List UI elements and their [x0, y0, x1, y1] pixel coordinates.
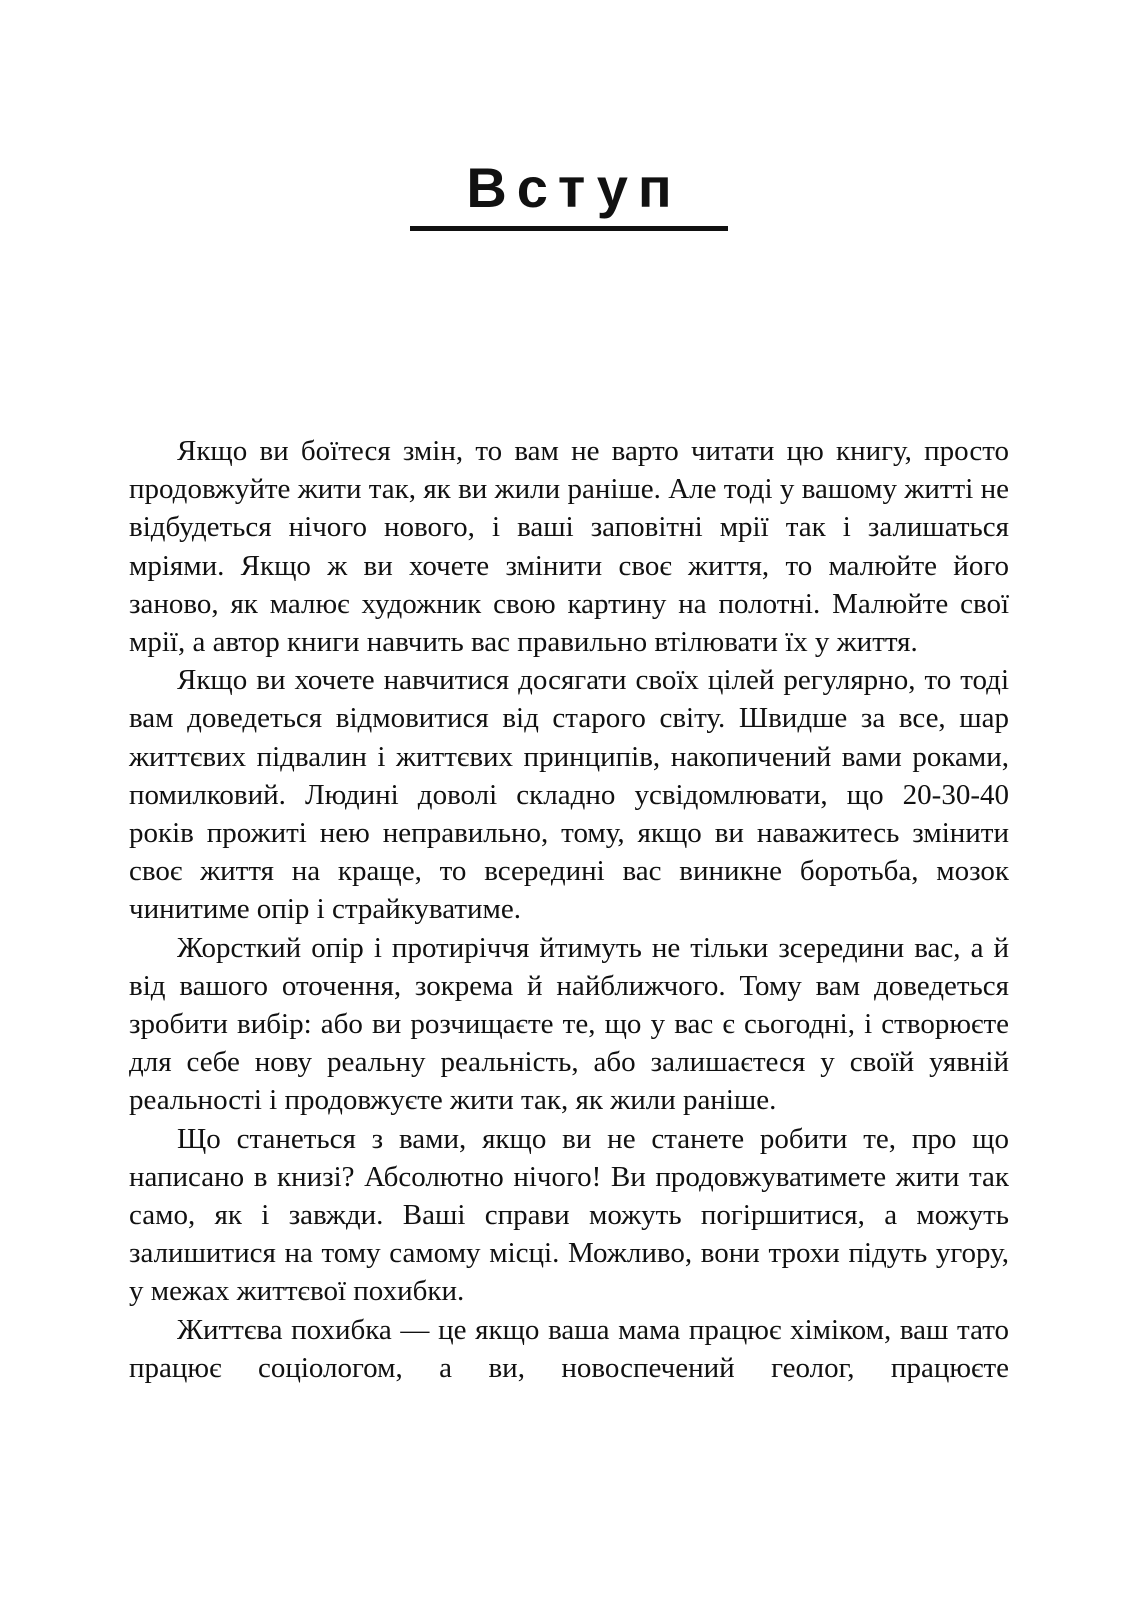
paragraph: Якщо ви боїтеся змін, то вам не варто читати цю книгу, просто продовжуйте жити так, як ви жили раніше. Але тоді у вашому житті не відбудеться нічого нового, і ваші заповітні мрії так і залишаться мріями. Якщо ж ви хочете змінити своє життя, то малюйте його заново, як малює художник свою картину на полотні. Малюйте свої мрії, а автор книги навчить вас правильно втілювати їх у життя.: [129, 435, 1009, 659]
paragraph: Жорсткий опір і протиріччя йтимуть не тільки зсередини вас, а й від вашого оточення, зокрема й найближчого. Тому вам доведеться зробити вибір: або ви розчищаєте те, що у вас є сьогодні, і створюєте для себе нову реальну реальність, або залишаєтеся у своїй уявній реальності і продовжуєте жити так, як жили раніше.: [129, 931, 1009, 1117]
paragraph: Що станеться з вами, якщо ви не станете робити те, про що написано в книзі? Абсолютно нічого! Ви продовжуватимете жити так само, як і завжди. Ваші справи можуть погіршитися, а можуть залишитися на тому самому місці. Можливо, вони трохи підуть угору, у межах життєвої похибки.: [129, 1122, 1009, 1308]
paragraph: Якщо ви хочете навчитися досягати своїх цілей регулярно, то тоді вам доведеться відмовитися від старого світу. Швидше за все, шар життєвих підвалин і життєвих принципів, накопичений вами роками, помилковий. Людині доволі складно усвідомлювати, що 20-30-40 років прожиті нею неправильно, тому, якщо ви наважитесь змінити своє життя на краще, то всередині вас виникне боротьба, мозок чинитиме опір і страйкуватиме.: [129, 664, 1009, 926]
title-underline: [410, 226, 728, 231]
chapter-title: Вступ: [466, 156, 682, 219]
paragraph: Життєва похибка — це якщо ваша мама працює хіміком, ваш тато працює соціологом, а ви, новоспечений геолог, працюєте: [129, 1313, 1009, 1384]
chapter-body: [129, 432, 1009, 1387]
